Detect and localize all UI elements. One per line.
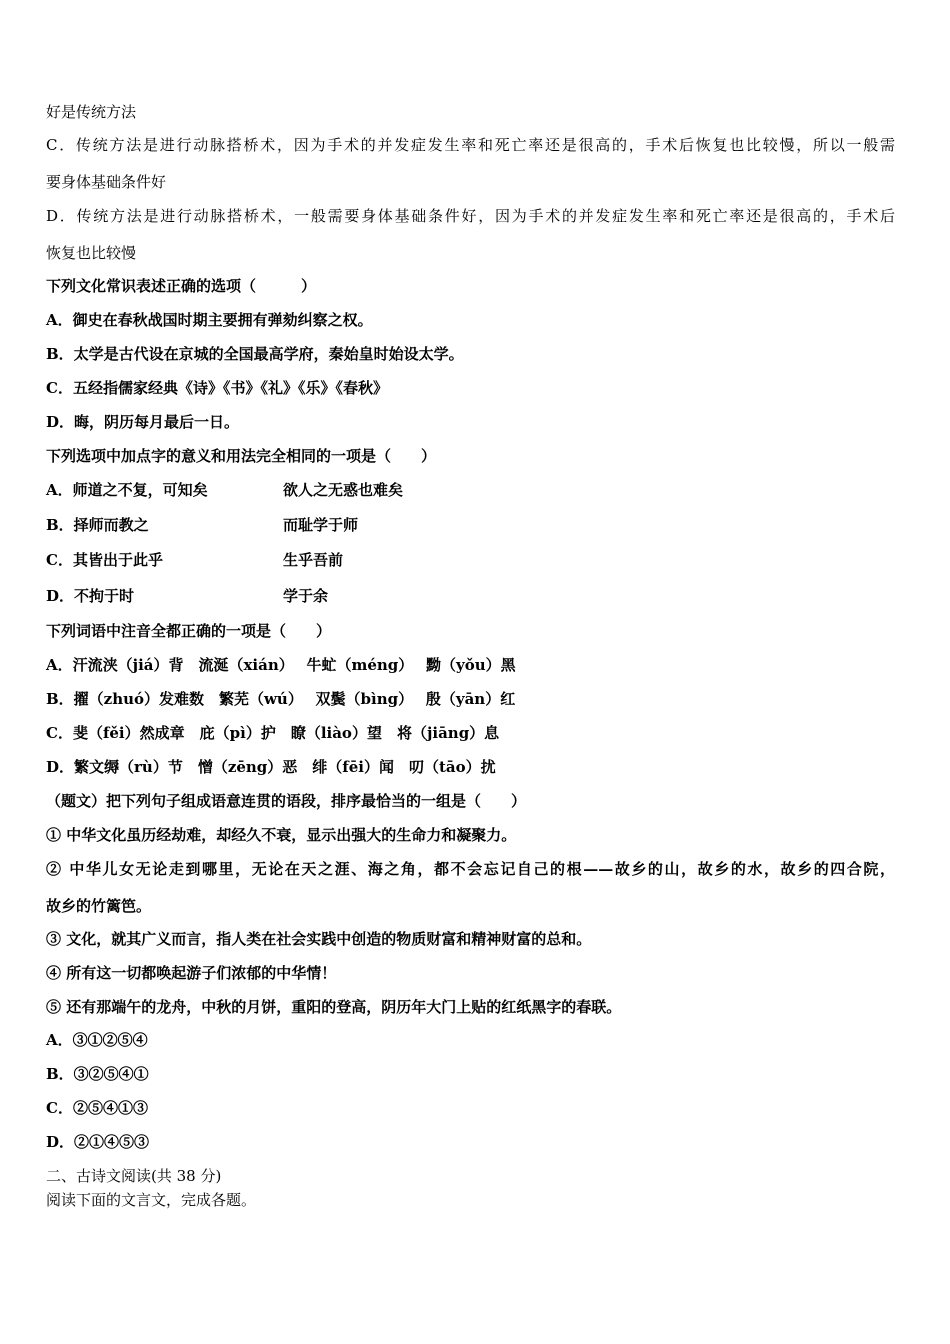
culture-option-a: A．御史在春秋战国时期主要拥有弹劾纠察之权。 [46,311,373,329]
pinyin-option-b: B．擢（zhuó）发难数 繁芜（wú） 双鬓（bìng） 殷（yān）红 [46,690,516,708]
dotted-option-a-right: 欲人之无惑也难矣 [283,481,404,499]
culture-option-d: D．晦，阴历每月最后一日。 [46,413,240,431]
order-sentence-3: ③ 文化，就其广义而言，指人类在社会实践中创造的物质财富和精神财富的总和。 [46,930,592,948]
order-sentence-1: ① 中华文化虽历经劫难，却经久不衰，显示出强大的生命力和凝聚力。 [46,826,517,844]
question-stem-pinyin: 下列词语中注音全都正确的一项是（ ） [46,622,332,640]
dotted-option-b-right: 而耻学于师 [283,516,359,534]
order-sentence-2: ② 中华儿女无论走到哪里，无论在天之涯、海之角，都不会忘记自己的根——故乡的山，故乡的水，故乡的四合院， [46,860,895,878]
prev-option-d-line1: D．传统方法是进行动脉搭桥术，一般需要身体基础条件好，因为手术的并发症发生率和死亡率还是很高的，手术后 [46,207,895,225]
dotted-option-b-left: B．择师而教之 [46,516,149,534]
dotted-option-c-right: 生乎吾前 [283,551,344,569]
order-option-b: B．③②⑤④① [46,1065,149,1083]
dotted-option-a-left: A．师道之不复，可知矣 [46,481,208,499]
dotted-option-a [46,480,526,500]
question-stem-dotted: 下列选项中加点字的意义和用法完全相同的一项是（ ） [46,447,437,465]
dotted-option-d [46,586,526,606]
order-option-d: D．②①④⑤③ [46,1133,150,1151]
pinyin-option-a: A．汗流浃（jiá）背 流涎（xián） 牛虻（méng） 黝（yǒu）黑 [46,656,516,674]
dotted-option-c-left: C．其皆出于此乎 [46,551,163,569]
section-instruction: 阅读下面的文言文，完成各题。 [46,1191,257,1209]
section-heading: 二、古诗文阅读(共 38 分) [46,1167,222,1185]
culture-option-c: C．五经指儒家经典《诗》《书》《礼》《乐》《春秋》 [46,379,388,397]
culture-option-b: B．太学是古代设在京城的全国最高学府，秦始皇时始设太学。 [46,345,464,363]
dotted-option-c [46,550,526,570]
order-sentence-4: ④ 所有这一切都唤起游子们浓郁的中华情！ [46,964,337,982]
prev-option-d-line2: 恢复也比较慢 [46,244,137,262]
dotted-option-d-right: 学于余 [283,587,329,605]
prev-option-tail: 好是传统方法 [46,103,137,121]
pinyin-option-c: C．斐（fěi）然成章 庇（pì）护 瞭（liào）望 将（jiāng）息 [46,724,500,742]
order-sentence-2-cont: 故乡的竹篱笆。 [46,897,152,915]
order-sentence-5: ⑤ 还有那端午的龙舟，中秋的月饼，重阳的登高，阴历年大门上贴的红纸黑字的春联。 [46,998,622,1016]
question-stem-culture: 下列文化常识表述正确的选项（ ） [46,277,317,295]
question-stem-order: （题文）把下列句子组成语意连贯的语段，排序最恰当的一组是（ ） [46,792,527,810]
dotted-option-b [46,515,526,535]
prev-option-c-line2: 要身体基础条件好 [46,173,167,191]
prev-option-c-line1: C．传统方法是进行动脉搭桥术，因为手术的并发症发生率和死亡率还是很高的，手术后恢复也比较慢，所以一般需 [46,136,895,154]
pinyin-option-d: D．繁文缛（rù）节 憎（zēng）恶 绯（fēi）闻 叨（tāo）扰 [46,758,496,776]
dotted-option-d-left: D．不拘于时 [46,587,135,605]
order-option-a: A．③①②⑤④ [46,1031,148,1049]
order-option-c: C．②⑤④①③ [46,1099,148,1117]
